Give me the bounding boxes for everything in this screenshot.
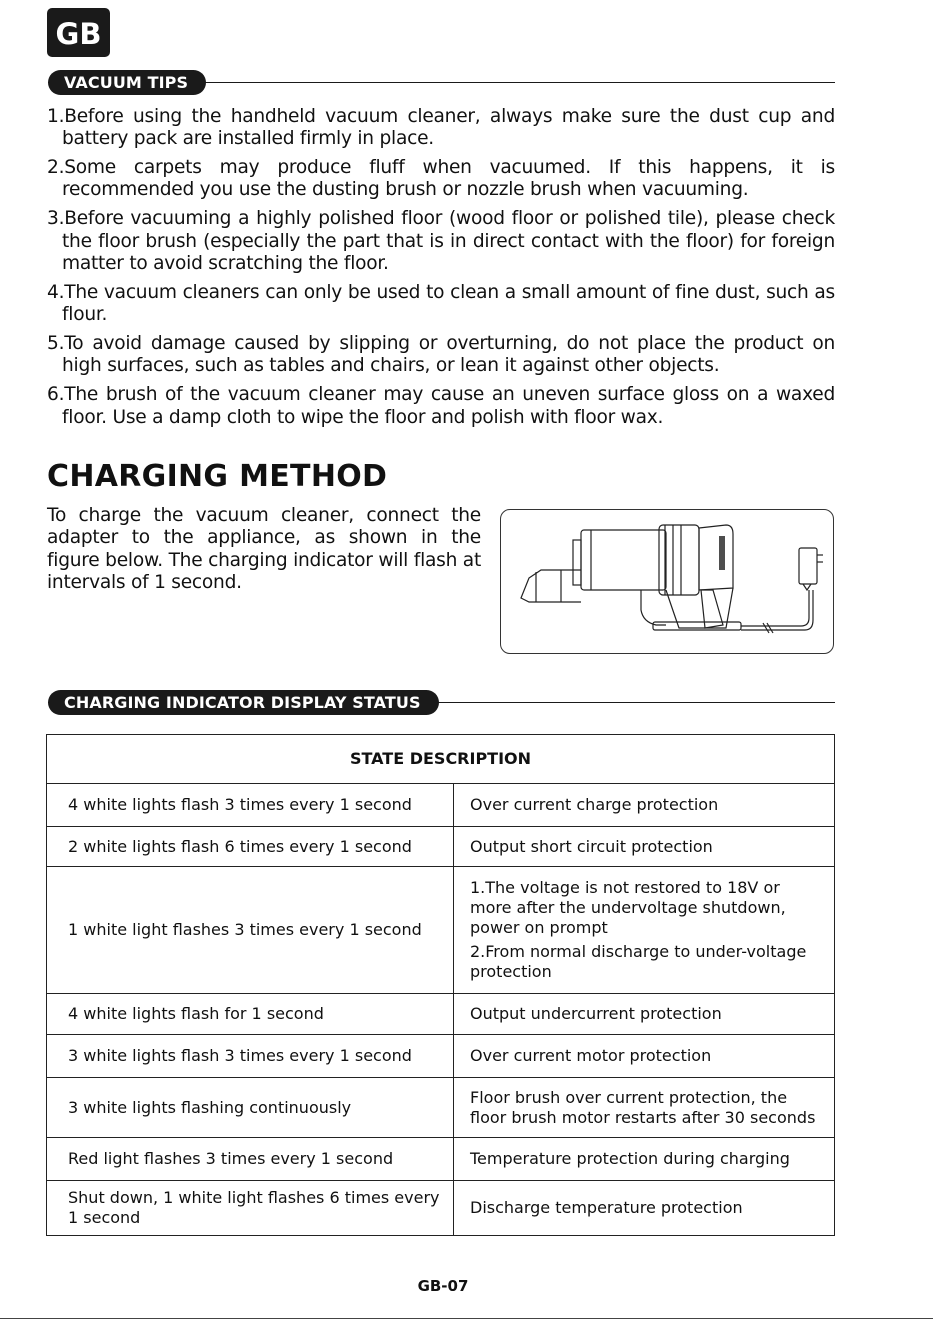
state-cell: 3 white lights flash 3 times every 1 second (47, 1035, 454, 1078)
list-item: 1.Before using the handheld vacuum cleaner, always make sure the dust cup and battery pack are installed firmly in place. (47, 106, 835, 150)
charging-illustration (500, 509, 834, 654)
table-row (47, 827, 835, 867)
list-item: 3.Before vacuuming a highly polished floor (wood floor or polished tile), please check the floor brush (especially the part that is in direct contact with the floor) for foreign matter to avoid scratching the floor. (47, 208, 835, 274)
table-row (47, 994, 835, 1035)
page-number: GB-07 (417, 1277, 469, 1295)
table-row (47, 1035, 835, 1078)
table-header: STATE DESCRIPTION (47, 735, 835, 784)
description-line: 2.From normal discharge to under-voltage protection (470, 942, 807, 981)
section-title: VACUUM TIPS (48, 70, 206, 95)
table-row (47, 784, 835, 827)
description-cell: Floor brush over current protection, the floor brush motor restarts after 30 seconds (454, 1078, 835, 1138)
language-badge: GB (47, 8, 110, 57)
charging-method-text: To charge the vacuum cleaner, connect the adapter to the appliance, as shown in the figure below. The charging indicator will flash at intervals of 1 second. (47, 505, 481, 593)
description-cell: Discharge temperature protection (454, 1181, 835, 1236)
table-row (47, 1181, 835, 1236)
table-row (47, 1138, 835, 1181)
description-line: 1.The voltage is not restored to 18V or more after the undervoltage shutdown, power on prompt (470, 878, 786, 937)
adapter-shape (799, 548, 817, 584)
indicator-status-table (46, 734, 835, 1236)
description-cell: Output short circuit protection (454, 827, 835, 867)
bottom-divider (0, 1318, 933, 1319)
charging-method-title: CHARGING METHOD (47, 459, 388, 494)
list-item: 4.The vacuum cleaners can only be used to clean a small amount of fine dust, such as flour. (47, 281, 835, 326)
list-item: 2.Some carpets may produce fluff when vacuumed. If this happens, it is recommended you use the dusting brush or nozzle brush when vacuuming. (47, 157, 835, 201)
state-cell: Red light flashes 3 times every 1 second (47, 1138, 454, 1181)
state-cell: Shut down, 1 white light flashes 6 times every 1 second (47, 1181, 454, 1236)
description-cell: Temperature protection during charging (454, 1138, 835, 1181)
vacuum-tips-header (48, 70, 835, 95)
description-cell: Output undercurrent protection (454, 994, 835, 1035)
description-cell (454, 867, 835, 994)
list-item: 5.To avoid damage caused by slipping or overturning, do not place the product on high surfaces, such as tables and chairs, or lean it against other objects. (47, 333, 835, 377)
table-row (47, 867, 835, 994)
state-cell: 4 white lights flash 3 times every 1 second (47, 784, 454, 827)
table-row (47, 1078, 835, 1138)
state-cell: 1 white light flashes 3 times every 1 second (47, 867, 454, 994)
description-cell: Over current motor protection (454, 1035, 835, 1078)
dust-cup-shape (581, 530, 666, 590)
state-cell: 3 white lights flashing continuously (47, 1078, 454, 1138)
table-header-row (47, 735, 835, 784)
vacuum-charger-drawing (501, 510, 833, 653)
state-cell: 2 white lights flash 6 times every 1 second (47, 827, 454, 867)
section-title: CHARGING INDICATOR DISPLAY STATUS (48, 690, 439, 715)
state-cell: 4 white lights flash for 1 second (47, 994, 454, 1035)
vacuum-tips-list (47, 106, 835, 435)
description-cell: Over current charge protection (454, 784, 835, 827)
list-item: 6.The brush of the vacuum cleaner may cause an uneven surface gloss on a waxed floor. Use a damp cloth to wipe the floor and polish with floor wax. (47, 384, 835, 428)
indicator-status-header (48, 690, 835, 715)
